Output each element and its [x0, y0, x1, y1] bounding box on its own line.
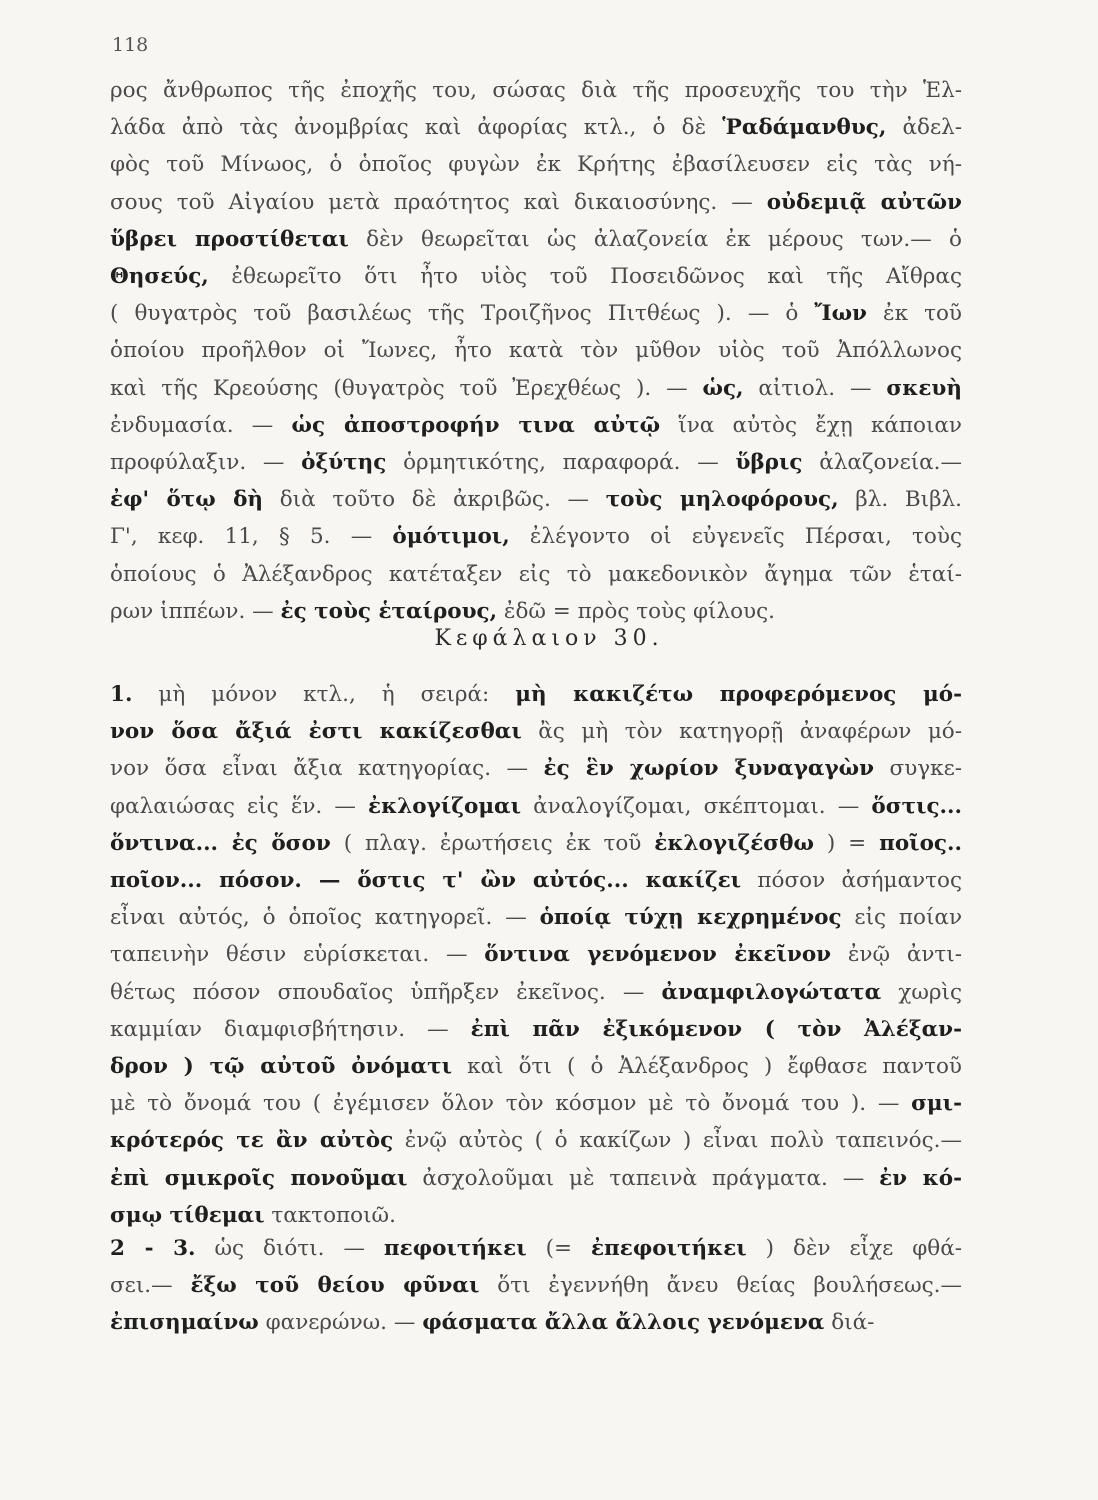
text-line — [110, 556, 962, 593]
text-line — [110, 862, 962, 899]
plain-text: ( πλαγ. ἐρωτήσεις ἐκ τοῦ — [330, 830, 655, 856]
bold-term: ἐπισημαίνω — [110, 1310, 259, 1336]
page-number: 118 — [112, 34, 149, 56]
text-line — [110, 750, 962, 787]
text-line — [110, 1048, 962, 1085]
bold-term: ὅστις... — [871, 793, 962, 819]
bold-term: ὡς ἀποστροφήν τινα αὐτῷ — [291, 412, 661, 438]
bold-term: οὐδεμιᾷ αὐτῶν — [766, 189, 962, 215]
text-line — [110, 1122, 962, 1159]
text-line — [110, 295, 962, 332]
plain-text: καμμίαν διαμφισβήτησιν. — — [110, 1016, 471, 1042]
plain-text: ὅτι ἐγεννήθη ἄνευ θείας βουλήσεως.— — [479, 1273, 962, 1299]
plain-text: ἵνα αὐτὸς ἔχῃ κάποιαν — [660, 412, 962, 438]
text-line — [110, 258, 962, 295]
text-line — [110, 1267, 962, 1304]
plain-text: εἶναι αὐτός, ὁ ὁποῖος κατηγορεῖ. — — [110, 905, 540, 931]
text-line — [110, 936, 962, 973]
bold-term: κρότερός τε ἂν αὐτὸς — [110, 1128, 394, 1154]
plain-text: μὲ τὸ ὄνομά του ( ἐγέμισεν ὅλον τὸν κόσμον μὲ τὸ ὄνομά του ). — — [110, 1091, 912, 1117]
bold-term: σμι- — [911, 1091, 962, 1117]
bold-term: πεφοιτήκει — [383, 1236, 527, 1261]
bold-term: σμῳ τίθεμαι — [110, 1202, 265, 1228]
text-line — [110, 825, 962, 862]
plain-text: ἀδελ- — [886, 115, 963, 141]
plain-text: λάδα ἀπὸ τὰς ἀνομβρίας καὶ ἀφορίας κτλ., ὁ δὲ — [110, 115, 723, 141]
bold-term: Ἴων — [814, 301, 867, 327]
plain-text: μὴ μόνον κτλ., ἡ σειρά: — [132, 682, 516, 707]
text-line — [110, 332, 962, 369]
bold-term: ὁμότιμοι, — [392, 524, 510, 550]
commentary-block-chapter-29 — [110, 72, 962, 630]
text-line — [110, 1230, 962, 1267]
bold-term: ἐπεφοιτήκει — [590, 1236, 747, 1261]
plain-text: ) δὲν εἶχε φθά- — [746, 1236, 962, 1261]
plain-text: ὁποίους ὁ Ἀλέξανδρος κατέταξεν εἰς τὸ μακεδονικὸν ἄγημα τῶν ἑταί- — [110, 561, 962, 587]
bold-term: ὁποίᾳ τύχῃ κεχρημένος — [539, 905, 842, 931]
text-line — [110, 899, 962, 936]
bold-term: ἐς ἓν χωρίον ξυναγαγὼν — [543, 756, 875, 782]
plain-text: ἀλαζονεία.— — [802, 450, 962, 476]
plain-text: ἐλέγοντο οἱ εὐγενεῖς Πέρσαι, τοὺς — [509, 524, 962, 550]
bold-term: ὕβρει προστίθεται — [110, 226, 349, 252]
plain-text: προφύλαξιν. — — [110, 450, 302, 476]
plain-text: φὸς τοῦ Μίνωος, ὁ ὁποῖος φυγὼν ἐκ Κρήτης ἐβασίλευσεν εἰς τὰς νή- — [110, 152, 962, 178]
plain-text: ἐνῷ αὐτὸς ( ὁ κακίζων ) εἶναι πολὺ ταπεινός.— — [393, 1128, 962, 1154]
plain-text: καὶ τῆς Κρεούσης (θυγατρὸς τοῦ Ἐρεχθέως ). — — [110, 375, 703, 401]
text-line — [110, 1085, 962, 1122]
plain-text: σει.— — [110, 1273, 191, 1299]
bold-term: Θησεύς, — [110, 264, 209, 290]
plain-text: θέτως πόσον σπουδαῖος ὑπῆρξεν ἐκεῖνος. — — [110, 979, 662, 1005]
plain-text: Γ', κεφ. 11, § 5. — — [110, 524, 393, 550]
plain-text: ἀναλογίζομαι, σκέπτομαι. — — [521, 793, 872, 819]
bold-term: ποῖος.. — [879, 830, 962, 856]
plain-text: τακτοποιῶ. — [264, 1202, 396, 1228]
plain-text: συγκε- — [874, 756, 962, 782]
bold-term: ὅντινα γενόμενον ἐκεῖνον — [484, 942, 832, 968]
bold-term: τοὺς μηλοφόρους, — [605, 487, 839, 513]
text-line — [110, 221, 962, 258]
plain-text: ὁποίου προῆλθον οἱ Ἴωνες, ἦτο κατὰ τὸν μῦθον υἱὸς τοῦ Ἀπόλλωνος — [110, 338, 962, 364]
bold-term: ἐπὶ πᾶν ἐξικόμενον ( τὸν Ἀλέξαν- — [470, 1016, 962, 1042]
plain-text: διά- — [824, 1310, 875, 1336]
commentary-block-section-1 — [110, 676, 962, 1234]
text-line — [110, 481, 962, 518]
bold-term: 2 - 3. — [110, 1236, 196, 1261]
bold-term: ἐπὶ σμικροῖς πονοῦμαι — [110, 1165, 408, 1191]
bold-term: ἐκλογίζομαι — [368, 793, 522, 819]
bold-term: δρον ) τῷ αὐτοῦ ὀνόματι — [110, 1054, 452, 1080]
plain-text: φανερώνω. — — [258, 1310, 423, 1336]
text-line — [110, 146, 962, 183]
bold-term: νον ὅσα ἄξιά ἐστι κακίζεσθαι — [110, 719, 522, 745]
plain-text: ἐνδυμασία. — — [110, 412, 292, 438]
text-line — [110, 676, 962, 713]
plain-text: ) = — [813, 830, 880, 856]
text-line — [110, 974, 962, 1011]
plain-text: ἐνῷ ἀντι- — [831, 942, 962, 968]
text-line — [110, 788, 962, 825]
plain-text: βλ. Βιβλ. — [838, 487, 962, 513]
plain-text: χωρὶς — [881, 979, 962, 1005]
plain-text: (= — [526, 1236, 591, 1261]
text-line — [110, 518, 962, 555]
plain-text: καὶ ὅτι ( ὁ Ἀλέξανδρος ) ἔφθασε παντοῦ — [451, 1054, 962, 1080]
bold-term: Ῥαδάμανθυς, — [722, 115, 887, 141]
bold-term: ἐς τοὺς ἑταίρους, — [280, 598, 498, 624]
bold-term: φάσματα ἄλλα ἄλλοις γενόμενα — [422, 1310, 825, 1336]
bold-term: ἐν κό- — [879, 1165, 963, 1191]
text-line — [110, 72, 962, 109]
text-line — [110, 370, 962, 407]
plain-text: ἂς μὴ τὸν κατηγορῇ ἀναφέρων μό- — [521, 719, 962, 745]
plain-text: ὁρμητικότης, παραφορά. — — [386, 450, 736, 476]
text-line — [110, 1011, 962, 1048]
plain-text: δὲν θεωρεῖται ὡς ἀλαζονεία ἐκ μέρους των.— ὁ — [348, 226, 963, 252]
commentary-block-section-2-3 — [110, 1230, 962, 1342]
bold-term: ποῖον... πόσον. — ὅστις τ' ὢν αὐτός... κακίζει — [110, 868, 742, 894]
plain-text: ἐδῶ = πρὸς τοὺς φίλους. — [497, 598, 775, 624]
text-line — [110, 713, 962, 750]
bold-term: ἐφ' ὅτῳ δὴ — [110, 487, 264, 513]
plain-text: ἐκ τοῦ — [866, 301, 962, 327]
bold-term: ὕβρις — [735, 450, 803, 476]
plain-text: ταπεινὴν θέσιν εὑρίσκεται. — — [110, 942, 485, 968]
plain-text: ἀσχολοῦμαι μὲ ταπεινὰ πράγματα. — — [407, 1165, 880, 1191]
plain-text: εἰς ποίαν — [841, 905, 963, 931]
plain-text: ρων ἱππέων. — — [110, 598, 281, 624]
text-line — [110, 444, 962, 481]
plain-text: πόσον ἀσήμαντος — [741, 868, 962, 894]
plain-text: αἰτιολ. — — [743, 375, 887, 401]
bold-term: ἀναμφιλογώτατα — [661, 979, 882, 1005]
plain-text: ρος ἄνθρωπος τῆς ἐποχῆς του, σώσας διὰ τῆς προσευχῆς του τὴν Ἑλ- — [110, 78, 962, 103]
bold-term: ὅντινα... ἐς ὅσον — [110, 830, 331, 856]
text-line — [110, 1160, 962, 1197]
bold-term: ἔξω τοῦ θείου φῦναι — [190, 1273, 480, 1299]
plain-text: ἐθεωρεῖτο ὅτι ἦτο υἱὸς τοῦ Ποσειδῶνος καὶ τῆς Αἴθρας — [208, 264, 962, 290]
text-line — [110, 184, 962, 221]
plain-text: νον ὅσα εἶναι ἄξια κατηγορίας. — — [110, 756, 544, 782]
bold-term: μὴ κακιζέτω προφερόμενος μό- — [515, 682, 963, 707]
plain-text: σους τοῦ Αἰγαίου μετὰ πραότητος καὶ δικαιοσύνης. — — [110, 189, 767, 215]
bold-term: ἐκλογιζέσθω — [654, 830, 814, 856]
bold-term: ὡς, — [702, 375, 744, 401]
plain-text: διὰ τοῦτο δὲ ἀκριβῶς. — — [263, 487, 606, 513]
text-line — [110, 1304, 962, 1341]
plain-text: φαλαιώσας εἰς ἕν. — — [110, 793, 369, 819]
text-line — [110, 407, 962, 444]
bold-term: σκευὴ — [886, 375, 962, 401]
bold-term: 1. — [110, 682, 133, 707]
bold-term: ὀξύτης — [301, 450, 387, 476]
text-line — [110, 593, 962, 630]
text-line — [110, 109, 962, 146]
plain-text: ( θυγατρὸς τοῦ βασιλέως τῆς Τροιζῆνος Πιτθέως ). — ὁ — [110, 301, 815, 327]
chapter-heading: Κεφάλαιον 30. — [434, 626, 664, 651]
text-line — [110, 1197, 962, 1234]
plain-text: ὡς διότι. — — [195, 1236, 384, 1261]
